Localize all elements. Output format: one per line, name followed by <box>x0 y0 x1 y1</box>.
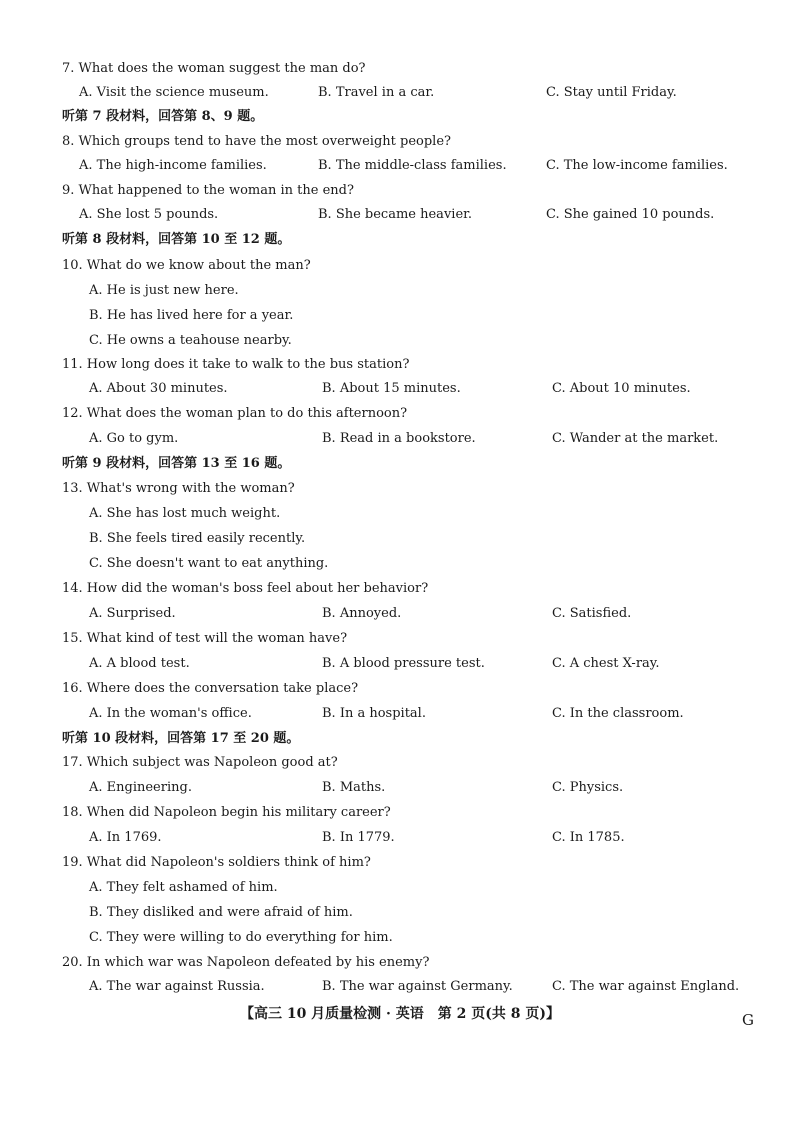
option-8b: B. The middle-class families. <box>318 158 507 173</box>
question-17: 17. Which subject was Napoleon good at? <box>62 755 338 770</box>
question-12: 12. What does the woman plan to do this afternoon? <box>62 406 408 421</box>
option-15c: C. A chest X-ray. <box>552 656 660 671</box>
option-18c: C. In 1785. <box>552 830 625 845</box>
option-12c: C. Wander at the market. <box>552 431 719 446</box>
option-19a: A. They felt ashamed of him. <box>89 880 278 895</box>
option-8a: A. The high-income families. <box>79 158 267 173</box>
question-13: 13. What's wrong with the woman? <box>62 481 295 496</box>
options-8 <box>0 157 800 175</box>
option-20a: A. The war against Russia. <box>89 979 265 994</box>
option-11b: B. About 15 minutes. <box>322 381 461 396</box>
question-10: 10. What do we know about the man? <box>62 258 311 273</box>
question-14: 14. How did the woman's boss feel about her behavior? <box>62 581 429 596</box>
option-20b: B. The war against Germany. <box>322 979 513 994</box>
option-18a: A. In 1769. <box>89 830 162 845</box>
options-12 <box>0 430 800 448</box>
options-20 <box>0 978 800 996</box>
option-12b: B. Read in a bookstore. <box>322 431 476 446</box>
option-18b: B. In 1779. <box>322 830 395 845</box>
option-7a: A. Visit the science museum. <box>79 85 269 100</box>
option-16c: C. In the classroom. <box>552 706 684 721</box>
options-17 <box>0 779 800 797</box>
option-10a: A. He is just new here. <box>89 283 239 298</box>
options-16 <box>0 705 800 723</box>
page-footer: 【高三 10 月质量检测 · 英语 第 2 页(共 8 页)】 <box>239 1006 561 1022</box>
options-18 <box>0 829 800 847</box>
option-19b: B. They disliked and were afraid of him. <box>89 905 353 920</box>
question-16: 16. Where does the conversation take place? <box>62 681 359 696</box>
option-9c: C. She gained 10 pounds. <box>546 207 715 222</box>
options-9 <box>0 206 800 224</box>
option-7b: B. Travel in a car. <box>318 85 435 100</box>
options-7 <box>0 84 800 102</box>
question-11: 11. How long does it take to walk to the bus station? <box>62 357 410 372</box>
question-9: 9. What happened to the woman in the end? <box>62 183 354 198</box>
option-14c: C. Satisfied. <box>552 606 632 621</box>
options-14 <box>0 605 800 623</box>
options-11 <box>0 380 800 398</box>
option-11c: C. About 10 minutes. <box>552 381 691 396</box>
option-16a: A. In the woman's office. <box>89 706 252 721</box>
option-20c: C. The war against England. <box>552 979 740 994</box>
option-15b: B. A blood pressure test. <box>322 656 485 671</box>
question-8: 8. Which groups tend to have the most overweight people? <box>62 134 451 149</box>
section-heading-9: 听第 9 段材料，回答第 13 至 16 题。 <box>62 456 291 471</box>
option-8c: C. The low-income families. <box>546 158 728 173</box>
question-18: 18. When did Napoleon begin his military career? <box>62 805 391 820</box>
question-15: 15. What kind of test will the woman have? <box>62 631 348 646</box>
option-13c: C. She doesn't want to eat anything. <box>89 556 329 571</box>
option-13a: A. She has lost much weight. <box>89 506 281 521</box>
question-7: 7. What does the woman suggest the man do? <box>62 61 366 76</box>
version-mark: G <box>742 1011 754 1029</box>
option-14a: A. Surprised. <box>89 606 176 621</box>
option-7c: C. Stay until Friday. <box>546 85 677 100</box>
question-19: 19. What did Napoleon's soldiers think of him? <box>62 855 371 870</box>
question-20: 20. In which war was Napoleon defeated by his enemy? <box>62 955 430 970</box>
options-15 <box>0 655 800 673</box>
section-heading-10: 听第 10 段材料，回答第 17 至 20 题。 <box>62 731 300 746</box>
option-17c: C. Physics. <box>552 780 624 795</box>
option-19c: C. They were willing to do everything for him. <box>89 930 393 945</box>
option-12a: A. Go to gym. <box>89 431 179 446</box>
option-14b: B. Annoyed. <box>322 606 402 621</box>
option-17a: A. Engineering. <box>89 780 192 795</box>
option-9a: A. She lost 5 pounds. <box>79 207 219 222</box>
option-11a: A. About 30 minutes. <box>89 381 228 396</box>
option-16b: B. In a hospital. <box>322 706 426 721</box>
option-10b: B. He has lived here for a year. <box>89 308 294 323</box>
option-17b: B. Maths. <box>322 780 386 795</box>
option-15a: A. A blood test. <box>89 656 190 671</box>
section-heading-8: 听第 8 段材料，回答第 10 至 12 题。 <box>62 232 291 247</box>
option-9b: B. She became heavier. <box>318 207 473 222</box>
option-10c: C. He owns a teahouse nearby. <box>89 333 292 348</box>
option-13b: B. She feels tired easily recently. <box>89 531 306 546</box>
section-heading-7: 听第 7 段材料，回答第 8、9 题。 <box>62 109 264 124</box>
